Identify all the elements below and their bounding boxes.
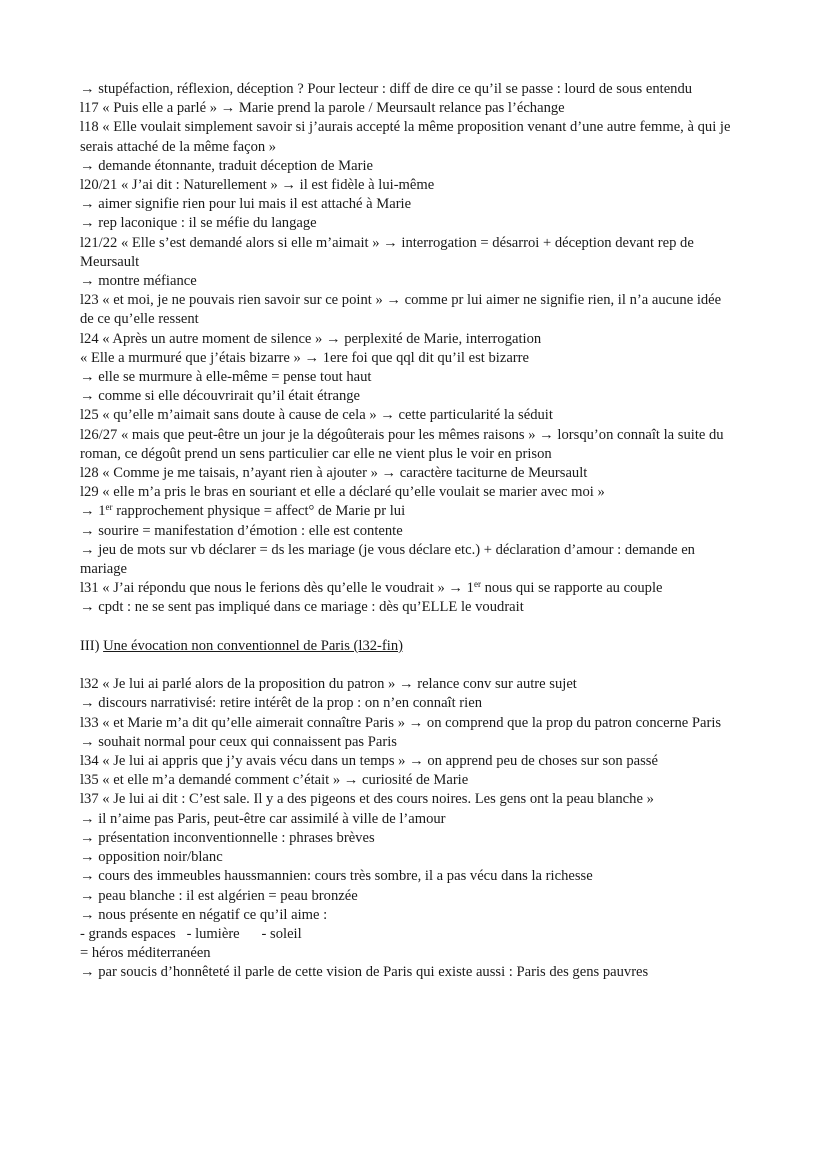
text-line: l18 « Elle voulait simplement savoir si j’aurais accepté la même proposition venant d’une autre femme, à qui je serais attaché de la même façon » xyxy=(80,119,731,155)
text-line: → opposition noir/blanc xyxy=(80,849,223,866)
text-line: l26/27 « mais que peut-être un jour je la dégoûterais pour les mêmes raisons » → lorsqu’on connaît la suite du roman, ce dégoût prend un sens particulier car elle ne vient plus le voir en prison xyxy=(80,426,724,462)
text-line: l17 « Puis elle a parlé » → Marie prend la parole / Meursault relance pas l’échange xyxy=(80,100,565,117)
text-line: l25 « qu’elle m’aimait sans doute à cause de cela » → cette particularité la séduit xyxy=(80,407,553,424)
text-fragment: → 1 xyxy=(80,503,106,520)
text-line: → peau blanche : il est algérien = peau bronzée xyxy=(80,887,358,904)
heading-title: Une évocation non conventionnel de Paris (l32-fin) xyxy=(103,637,403,654)
section-notes-part2c xyxy=(80,598,738,617)
text-line: → il n’aime pas Paris, peut-être car assimilé à ville de l’amour xyxy=(80,810,446,827)
text-line: l35 « et elle m’a demandé comment c’était » → curiosité de Marie xyxy=(80,772,469,789)
text-line: l37 « Je lui ai dit : C’est sale. Il y a des pigeons et des cours noires. Les gens ont la peau blanche » xyxy=(80,791,654,808)
text-line: → cpdt : ne se sent pas impliqué dans ce mariage : dès qu’ELLE le voudrait xyxy=(80,599,524,616)
section-notes-part2b xyxy=(80,522,738,580)
superscript: er xyxy=(105,502,113,513)
text-line: → aimer signifie rien pour lui mais il est attaché à Marie xyxy=(80,196,412,213)
text-line: → rep laconique : il se méfie du langage xyxy=(80,215,317,232)
text-fragment: nous qui se rapporte au couple xyxy=(480,580,663,597)
text-line: l28 « Comme je me taisais, n’ayant rien à ajouter » → caractère taciturne de Meursault xyxy=(80,465,588,482)
text-line: → demande étonnante, traduit déception de Marie xyxy=(80,157,373,174)
text-line: - grands espaces - lumière - soleil xyxy=(80,925,302,942)
section-heading xyxy=(80,637,738,656)
section-notes-part2 xyxy=(80,80,738,502)
text-line: → stupéfaction, réflexion, déception ? Pour lecteur : diff de dire ce qu’il se passe : lourd de sous entendu xyxy=(80,81,693,97)
blank-line xyxy=(80,656,738,675)
heading-number: III) xyxy=(80,637,104,654)
text-line: → par soucis d’honnêteté il parle de cette vision de Paris qui existe aussi : Paris des gens pauvres xyxy=(80,964,649,981)
text-line: → sourire = manifestation d’émotion : elle est contente xyxy=(80,522,403,539)
text-line: → cours des immeubles haussmannien: cours très sombre, il a pas vécu dans la richesse xyxy=(80,868,593,885)
section-notes-part3 xyxy=(80,675,738,982)
text-line: → comme si elle découvrirait qu’il était étrange xyxy=(80,388,361,405)
text-line: l24 « Après un autre moment de silence » → perplexité de Marie, interrogation xyxy=(80,330,542,347)
text-line: l21/22 « Elle s’est demandé alors si elle m’aimait » → interrogation = désarroi + déception devant rep de Meursault xyxy=(80,234,694,270)
text-line: → montre méfiance xyxy=(80,273,197,290)
text-line: l33 « et Marie m’a dit qu’elle aimerait connaître Paris » → on comprend que la prop du patron concerne Paris xyxy=(80,714,722,731)
text-line xyxy=(80,502,738,521)
superscript: er xyxy=(473,579,481,590)
text-line: l29 « elle m’a pris le bras en souriant et elle a déclaré qu’elle voulait se marier avec moi » xyxy=(80,484,605,501)
text-line: → nous présente en négatif ce qu’il aime : xyxy=(80,906,328,923)
text-line xyxy=(80,579,738,598)
text-fragment: l31 « J’ai répondu que nous le ferions dès qu’elle le voudrait » → 1 xyxy=(80,580,474,597)
text-line: l34 « Je lui ai appris que j’y avais vécu dans un temps » → on apprend peu de choses sur son passé xyxy=(80,753,658,770)
text-line: l20/21 « J’ai dit : Naturellement » → il est fidèle à lui-même xyxy=(80,177,435,194)
text-line: → présentation inconventionnelle : phrases brèves xyxy=(80,829,375,846)
text-line: l32 « Je lui ai parlé alors de la proposition du patron » → relance conv sur autre sujet xyxy=(80,676,577,693)
text-line: → souhait normal pour ceux qui connaissent pas Paris xyxy=(80,733,397,750)
text-line: « Elle a murmuré que j’étais bizarre » → 1ere foi que qql dit qu’il est bizarre xyxy=(80,349,529,366)
text-fragment: rapprochement physique = affect° de Marie pr lui xyxy=(112,503,406,520)
text-line: = héros méditerranéen xyxy=(80,945,211,962)
text-line: → jeu de mots sur vb déclarer = ds les mariage (je vous déclare etc.) + déclaration d’amour : demande en mariage xyxy=(80,541,695,578)
blank-line xyxy=(80,618,738,637)
text-line: l23 « et moi, je ne pouvais rien savoir sur ce point » → comme pr lui aimer ne signifie rien, il n’a aucune idée de ce qu’elle ressent xyxy=(80,292,722,328)
text-line: → elle se murmure à elle-même = pense tout haut xyxy=(80,369,372,386)
text-line: → discours narrativisé: retire intérêt de la prop : on n’en connaît rien xyxy=(80,695,482,712)
